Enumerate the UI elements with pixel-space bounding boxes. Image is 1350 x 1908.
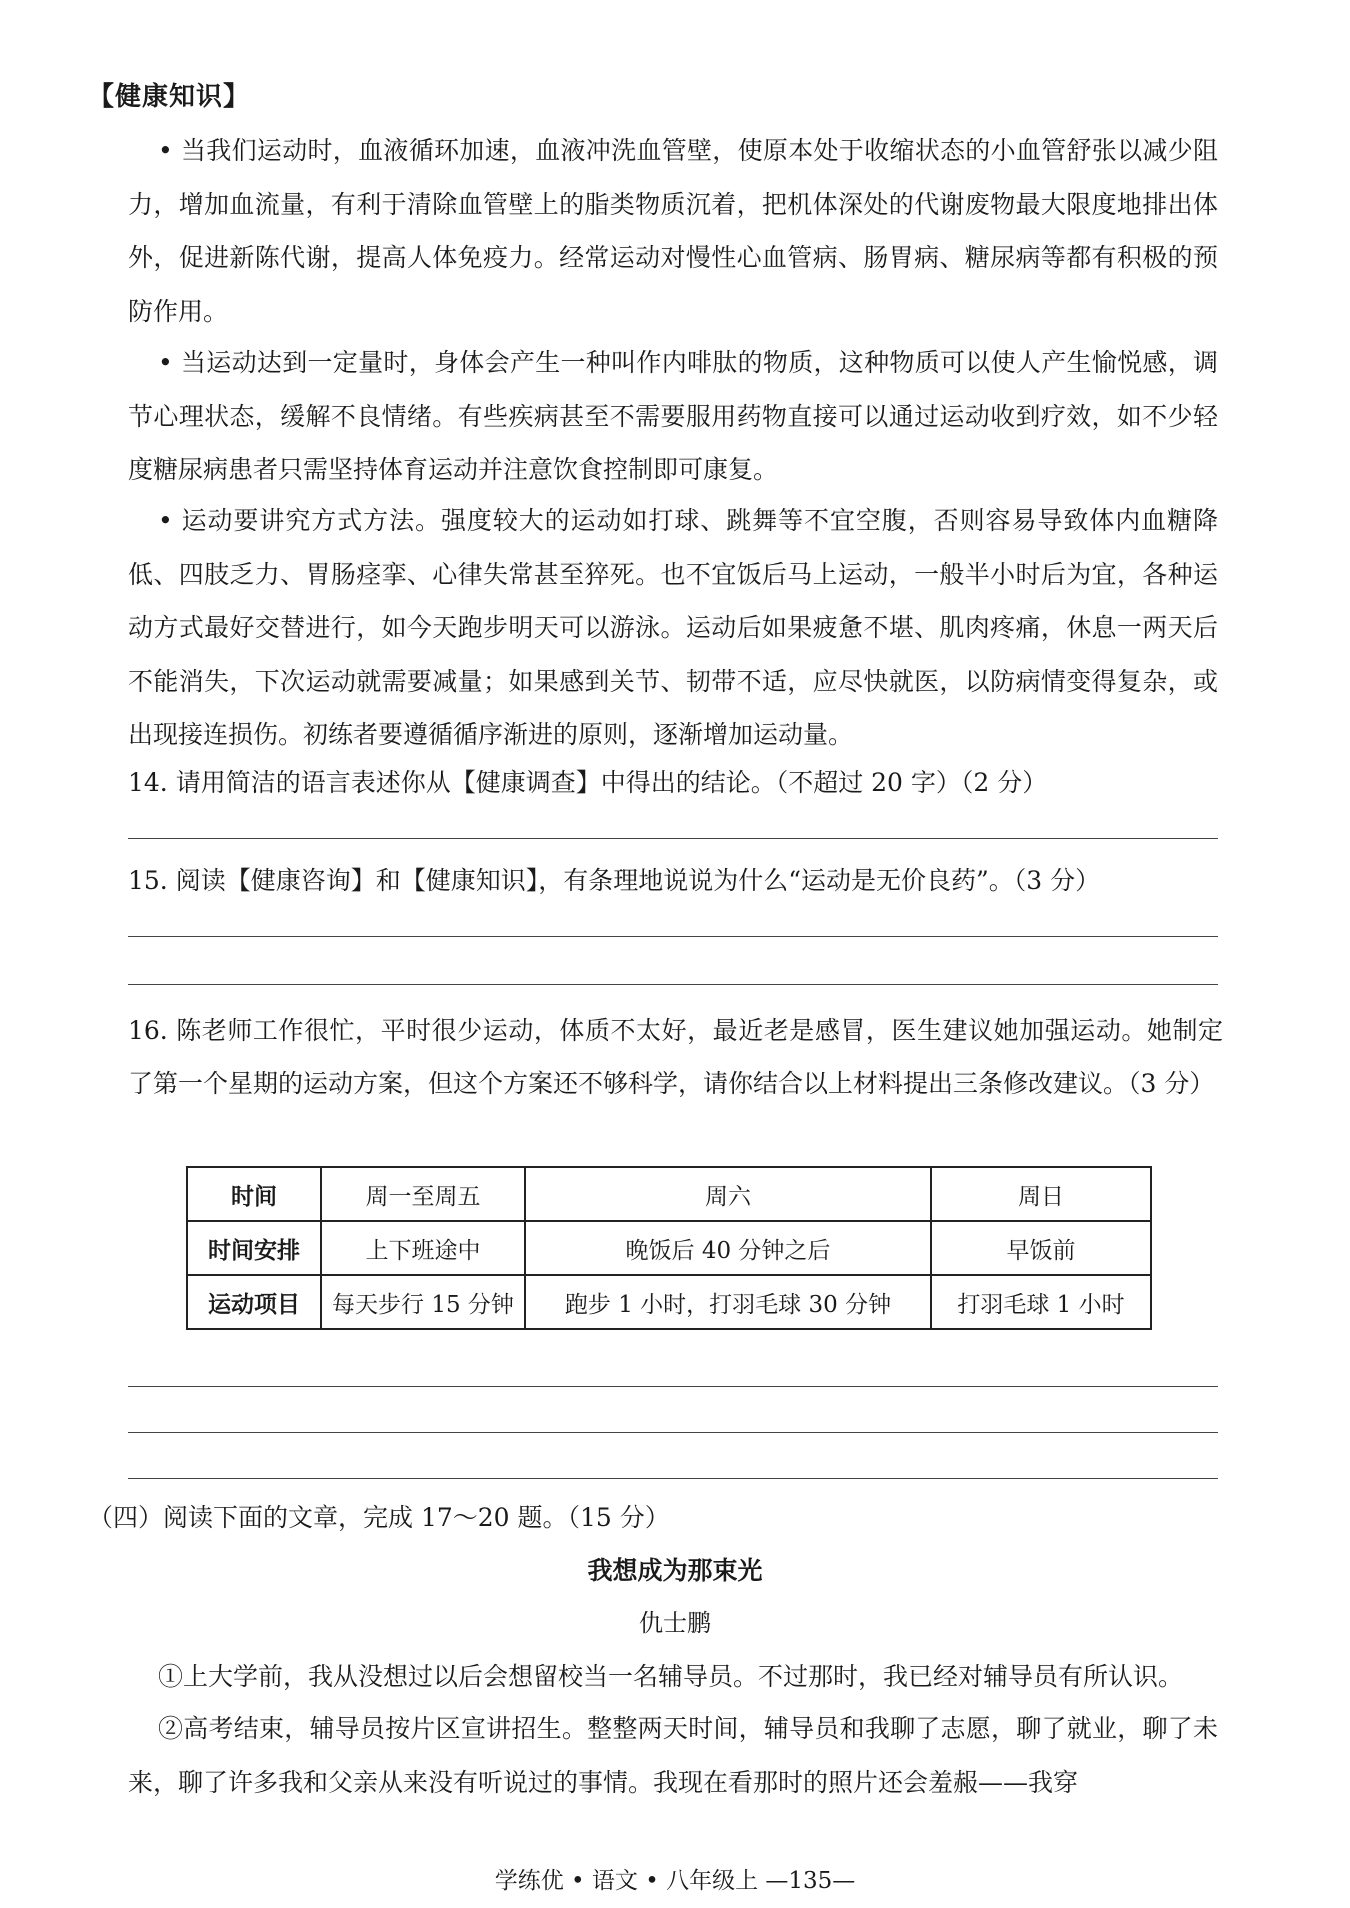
table-header-cell: 周六 [525,1167,931,1221]
knowledge-paragraph-3: • 运动要讲究方式方法。强度较大的运动如打球、跳舞等不宜空腹，否则容易导致体内血糖降低、四肢乏力、胃肠痉挛、心律失常甚至猝死。也不宜饭后马上运动，一般半小时后为宜，各种运动方式最好交替进行，如今天跑步明天可以游泳。运动后如果疲惫不堪、肌肉疼痛，休息一两天后不能消失，下次运动就需要减量；如果感到关节、韧带不适，应尽快就医，以防病情变得复杂，或出现接连损伤。初练者要遵循循序渐进的原则，逐渐增加运动量。 [128,506,1218,749]
reading-part-intro: （四）阅读下面的文章，完成 17～20 题。（15 分） [88,1503,670,1532]
table-row [187,1275,1151,1329]
table-cell: 打羽毛球 1 小时 [931,1275,1151,1329]
table-row [187,1221,1151,1275]
article-paragraph-1: ①上大学前，我从没想过以后会想留校当一名辅导员。不过那时，我已经对辅导员有所认识。 [158,1662,1184,1691]
table-cell: 上下班途中 [321,1221,525,1275]
article-title: 我想成为那束光 [587,1556,763,1585]
table-cell: 跑步 1 小时，打羽毛球 30 分钟 [525,1275,931,1329]
table-header-cell: 周一至周五 [321,1167,525,1221]
question-16: 16. 陈老师工作很忙，平时很少运动，体质不太好，最近老是感冒，医生建议她加强运动。她制定了第一个星期的运动方案，但这个方案还不够科学，请你结合以上材料提出三条修改建议。（3 分） [128,1016,1223,1098]
answer-line[interactable] [128,1386,1218,1387]
answer-line[interactable] [128,838,1218,839]
answer-line[interactable] [128,1478,1218,1479]
answer-line[interactable] [128,984,1218,985]
article-author: 仇士鹏 [639,1609,711,1637]
table-header-cell: 时间 [187,1167,321,1221]
question-14: 14. 请用简洁的语言表述你从【健康调查】中得出的结论。（不超过 20 字）（2 分） [128,768,1048,797]
table-cell: 每天步行 15 分钟 [321,1275,525,1329]
answer-line[interactable] [128,936,1218,937]
section-heading: 【健康知识】 [88,82,251,112]
table-cell: 晚饭后 40 分钟之后 [525,1221,931,1275]
article-paragraph-2: ②高考结束，辅导员按片区宣讲招生。整整两天时间，辅导员和我聊了志愿，聊了就业，聊了未来，聊了许多我和父亲从来没有听说过的事情。我现在看那时的照片还会羞赧——我穿 [128,1714,1218,1797]
knowledge-paragraph-2: • 当运动达到一定量时，身体会产生一种叫作内啡肽的物质，这种物质可以使人产生愉悦感，调节心理状态，缓解不良情绪。有些疾病甚至不需要服用药物直接可以通过运动收到疗效，如不少轻度糖尿病患者只需坚持体育运动并注意饮食控制即可康复。 [128,348,1218,484]
table-header-row [187,1167,1151,1221]
page-footer: 学练优 • 语文 • 八年级上 —135— [494,1868,856,1894]
table-row-label: 运动项目 [187,1275,321,1329]
answer-line[interactable] [128,1432,1218,1433]
exercise-plan-table [186,1166,1152,1330]
knowledge-paragraph-1: • 当我们运动时，血液循环加速，血液冲洗血管壁，使原本处于收缩状态的小血管舒张以减少阻力，增加血流量，有利于清除血管壁上的脂类物质沉着，把机体深处的代谢废物最大限度地排出体外，促进新陈代谢，提高人体免疫力。经常运动对慢性心血管病、肠胃病、糖尿病等都有积极的预防作用。 [128,136,1218,326]
table-cell: 早饭前 [931,1221,1151,1275]
table-header-cell: 周日 [931,1167,1151,1221]
question-15: 15. 阅读【健康咨询】和【健康知识】，有条理地说说为什么“运动是无价良药”。（3 分） [128,866,1101,895]
table-row-label: 时间安排 [187,1221,321,1275]
